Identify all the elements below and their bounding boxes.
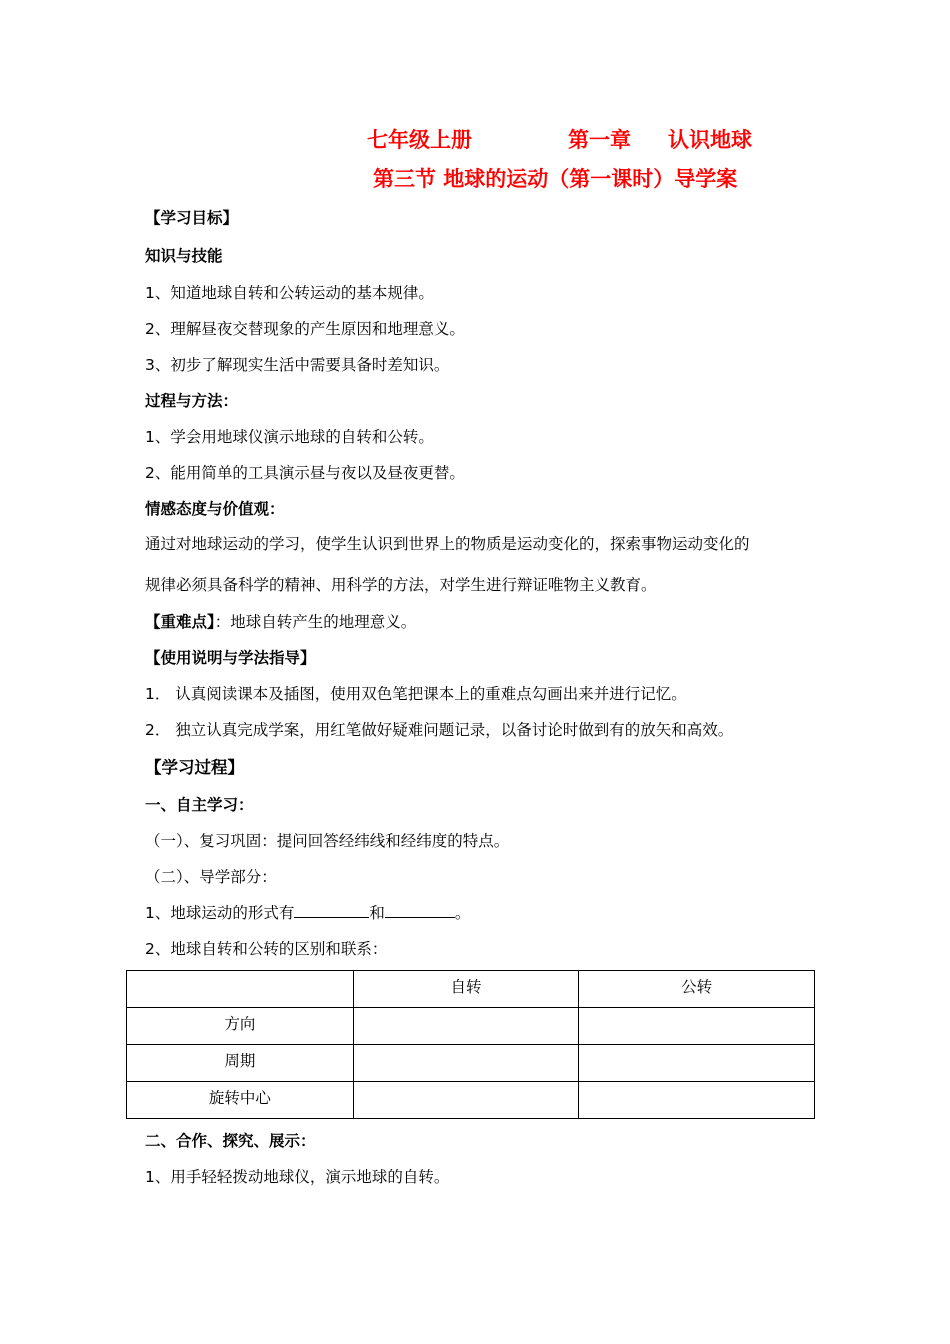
process-heading: 过程与方法： [145, 392, 239, 410]
title-chapter: 第一章 [568, 128, 631, 152]
table-header-cell: 公转 [579, 971, 815, 1008]
process-item-2: 2、能用简单的工具演示昼与夜以及昼夜更替。 [145, 464, 465, 482]
table-header-cell: 自转 [353, 971, 579, 1008]
key-points [145, 610, 416, 632]
table-cell[interactable] [353, 1082, 579, 1119]
table-cell[interactable] [353, 1008, 579, 1045]
self-study-heading: 一、自主学习： [145, 796, 254, 814]
question-1-prefix: 1、地球运动的形式有 [145, 904, 295, 922]
table-cell[interactable] [579, 1008, 815, 1045]
title-section: 第三节 地球的运动（第一课时）导学案 [373, 167, 738, 191]
attitude-heading: 情感态度与价值观： [145, 500, 285, 518]
usage-item-1: 1． 认真阅读课本及插图，使用双色笔把课本上的重难点勾画出来并进行记忆。 [145, 685, 687, 703]
table-row [127, 1008, 815, 1045]
table-row-label: 方向 [127, 1008, 354, 1045]
guide-line: （二）、导学部分： [145, 868, 277, 886]
title-grade: 七年级上册 [367, 128, 472, 152]
title-chapter-name: 认识地球 [668, 128, 752, 152]
question-2: 2、地球自转和公转的区别和联系： [145, 940, 388, 958]
knowledge-item-3: 3、初步了解现实生活中需要具备时差知识。 [145, 356, 450, 374]
knowledge-heading: 知识与技能 [145, 247, 223, 265]
table-cell[interactable] [353, 1045, 579, 1082]
question-1-end: 。 [454, 904, 471, 922]
usage-item-2: 2． 独立认真完成学案，用红笔做好疑难问题记录，以备讨论时做到有的放矢和高效。 [145, 721, 734, 739]
review-line: （一）、复习巩固：提问回答经纬线和经纬度的特点。 [145, 832, 510, 850]
blank-2[interactable] [385, 903, 455, 918]
knowledge-item-2: 2、理解昼夜交替现象的产生原因和地理意义。 [145, 320, 465, 338]
coop-item-1: 1、用手轻轻拨动地球仪，演示地球的自转。 [145, 1168, 450, 1186]
table-header-cell [127, 971, 354, 1008]
table-header-row [127, 971, 815, 1008]
table-row [127, 1045, 815, 1082]
key-points-text: ：地球自转产生的地理意义。 [214, 613, 417, 631]
attitude-line-2: 规律必须具备科学的精神、用科学的方法，对学生进行辩证唯物主义教育。 [145, 576, 657, 594]
rotation-revolution-table [126, 970, 815, 1119]
question-1 [145, 901, 470, 923]
usage-heading: 【使用说明与学法指导】 [145, 649, 316, 667]
table-row-label: 周期 [127, 1045, 354, 1082]
key-points-label: 【重难点】 [145, 613, 215, 631]
blank-1[interactable] [294, 903, 369, 918]
process-section-heading: 【学习过程】 [145, 758, 244, 777]
table-cell[interactable] [579, 1045, 815, 1082]
knowledge-item-1: 1、知道地球自转和公转运动的基本规律。 [145, 284, 434, 302]
table-row-label: 旋转中心 [127, 1082, 354, 1119]
table-cell[interactable] [579, 1082, 815, 1119]
process-item-1: 1、学会用地球仪演示地球的自转和公转。 [145, 428, 434, 446]
table-row [127, 1082, 815, 1119]
attitude-line-1: 通过对地球运动的学习，使学生认识到世界上的物质是运动变化的，探索事物运动变化的 [145, 535, 750, 553]
coop-heading: 二、合作、探究、展示： [145, 1132, 316, 1150]
question-1-mid: 和 [369, 904, 385, 922]
objectives-heading: 【学习目标】 [145, 209, 239, 227]
